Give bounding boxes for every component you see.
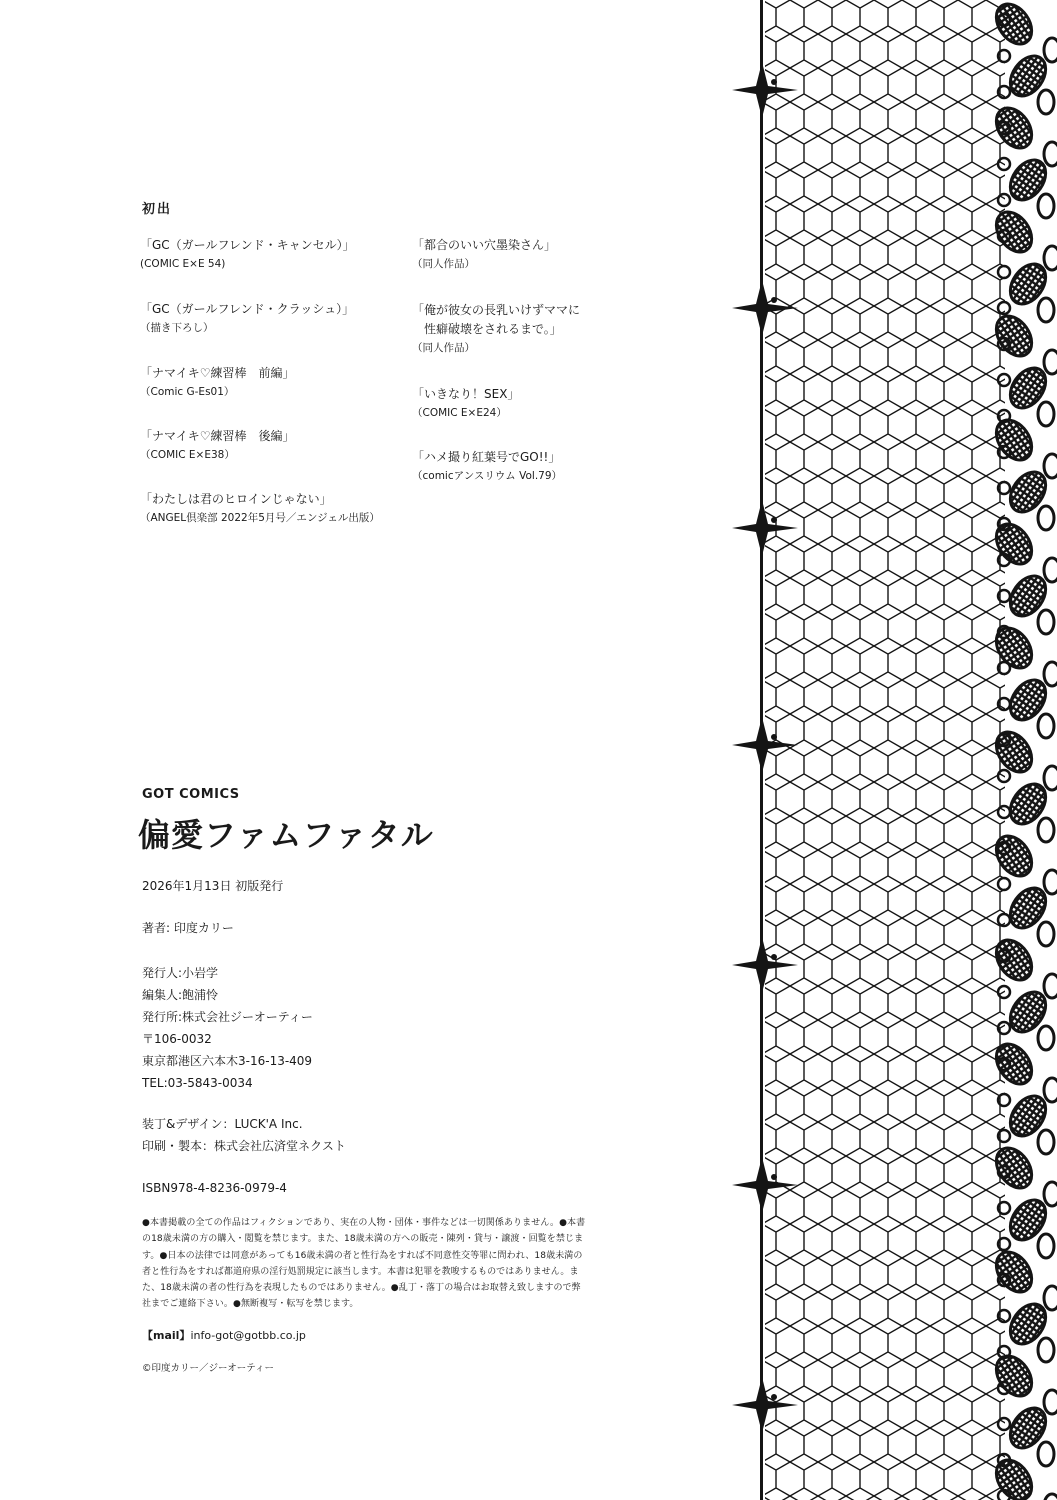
lace-bud-icon — [1044, 1494, 1057, 1500]
first-appearance-heading: 初出 — [142, 202, 173, 217]
book-title: 偏愛ファムファタル — [138, 816, 434, 854]
lace-bud-icon — [1044, 246, 1057, 270]
work-title: 「俺が彼女の長乳いけずママに 性癖破壊をされるまで。」 — [412, 303, 581, 336]
lace-bud-icon — [1038, 1026, 1054, 1050]
lace-bud-icon — [1038, 610, 1054, 634]
address: 東京都港区六本木3-16-13-409 — [142, 1054, 313, 1068]
mail-address[interactable]: info-got@gotbb.co.jp — [190, 1329, 306, 1342]
lace-bud-icon — [1038, 506, 1054, 530]
lace-ornament-dot-icon — [771, 297, 777, 303]
work-source: （Comic G-Es01） — [140, 386, 235, 398]
legal-notice: ●本書掲載の全ての作品はフィクションであり、実在の人物・団体・事件などは一切関係ありません。●本書の18歳未満の方の購入・閲覧を禁じます。また、18歳未満の方への販売・陳列・貸与・譲渡・回覧を禁じます。●日本の法律では同意があっても16歳未満の者と性行為をすれば不同意性交等罪に問われ、18歳未満の者と性行為をすれば都道府県の淫行処罰規定に該当します。本書は犯罪を教唆するものではありません。また、18歳未満の者の性行為を表現したものではありません。●乱丁・落丁の場合はお取替え致しますので弊社までご連絡下さい。●無断複写・転写を禁じます。 — [142, 1218, 586, 1310]
lace-ornament-dot-icon — [771, 954, 777, 960]
lace-bud-icon — [1044, 870, 1057, 894]
isbn: ISBN978-4-8236-0979-4 — [142, 1181, 287, 1195]
work-title: 「都合のいい穴墨染さん」 — [412, 238, 557, 252]
lace-bud-icon — [1038, 90, 1054, 114]
work-title: 「ナマイキ♡練習棒 前編」 — [140, 366, 295, 380]
work-entry — [140, 236, 420, 274]
telephone: TEL:03-5843-0034 — [142, 1076, 253, 1090]
lace-bud-icon — [1044, 1286, 1057, 1310]
lace-bud-icon — [1038, 1338, 1054, 1362]
work-entry — [412, 301, 712, 358]
work-entry — [140, 364, 420, 402]
work-entry — [412, 385, 712, 423]
lace-bud-icon — [1038, 818, 1054, 842]
work-title: 「GC（ガールフレンド・キャンセル）」 — [140, 238, 355, 252]
author-credit: 著者: 印度カリー — [142, 921, 234, 935]
work-entry — [140, 490, 420, 528]
lace-ornament-dot-icon — [771, 1394, 777, 1400]
work-entry — [412, 448, 712, 486]
lace-ornament-dot-icon — [771, 517, 777, 523]
lace-bud-icon — [1044, 766, 1057, 790]
publishing-house: 発行所:株式会社ジーオーティー — [142, 1010, 313, 1024]
lace-bud-icon — [1044, 38, 1057, 62]
work-title: 「ハメ撮り紅葉号でGO!!」 — [412, 450, 561, 464]
lace-bud-icon — [1038, 1130, 1054, 1154]
work-source: （COMIC E×E24） — [412, 407, 507, 419]
lace-bud-icon — [1038, 194, 1054, 218]
copyright: ©印度カリー／ジーオーティー — [142, 1363, 275, 1374]
work-title: 「わたしは君のヒロインじゃない」 — [140, 492, 332, 506]
lace-ornament-dot-icon — [771, 1174, 777, 1180]
lace-bud-icon — [1038, 714, 1054, 738]
lace-bud-icon — [1038, 1234, 1054, 1258]
work-source: (COMIC E×E 54) — [140, 258, 226, 270]
contact-mail — [142, 1327, 306, 1343]
work-source: （COMIC E×E38） — [140, 449, 235, 461]
lace-bud-icon — [1044, 558, 1057, 582]
work-entry — [140, 300, 420, 338]
work-title: 「GC（ガールフレンド・クラッシュ）」 — [140, 302, 355, 316]
lace-bud-icon — [1038, 402, 1054, 426]
lace-bud-icon — [1044, 1182, 1057, 1206]
mail-tag: 【mail】 — [142, 1329, 191, 1342]
lace-bud-icon — [1044, 662, 1057, 686]
lace-ornament-dot-icon — [771, 79, 777, 85]
work-title: 「いきなり！SEX」 — [412, 387, 520, 401]
lace-bud-icon — [1038, 298, 1054, 322]
first-appearance-left-column — [140, 236, 420, 550]
lace-bud-icon — [1044, 1390, 1057, 1414]
lace-ornament-dot-icon — [771, 734, 777, 740]
publisher-credit: 発行人:小岩学 — [142, 966, 219, 980]
work-source: （ANGEL倶楽部 2022年5月号／エンジェル出版） — [140, 512, 380, 524]
work-entry — [140, 427, 420, 465]
design-credit: 装丁&デザイン：LUCK'A Inc. — [142, 1117, 303, 1131]
postal-code: 〒106-0032 — [142, 1032, 212, 1046]
publication-date: 2026年1月13日 初版発行 — [142, 879, 284, 893]
work-source: （同人作品） — [412, 258, 475, 270]
editor-credit: 編集人:飽浦怜 — [142, 988, 219, 1002]
lace-bud-icon — [1044, 974, 1057, 998]
lace-bud-icon — [1044, 350, 1057, 374]
lace-bud-icon — [1038, 1442, 1054, 1466]
work-source: （描き下ろし） — [140, 322, 214, 334]
work-title: 「ナマイキ♡練習棒 後編」 — [140, 429, 295, 443]
imprint-label: GOT COMICS — [142, 787, 240, 802]
work-source: （comicアンスリウム Vol.79） — [412, 470, 563, 482]
lace-border-icon — [720, 0, 1057, 1500]
lace-bud-icon — [1044, 142, 1057, 166]
lace-bud-icon — [1038, 922, 1054, 946]
printing-credit: 印刷・製本：株式会社広済堂ネクスト — [142, 1139, 346, 1153]
lace-bud-icon — [1044, 454, 1057, 478]
work-entry — [412, 236, 712, 274]
first-appearance-right-column — [412, 236, 712, 508]
lace-bud-icon — [1044, 1078, 1057, 1102]
work-source: （同人作品） — [412, 342, 475, 354]
